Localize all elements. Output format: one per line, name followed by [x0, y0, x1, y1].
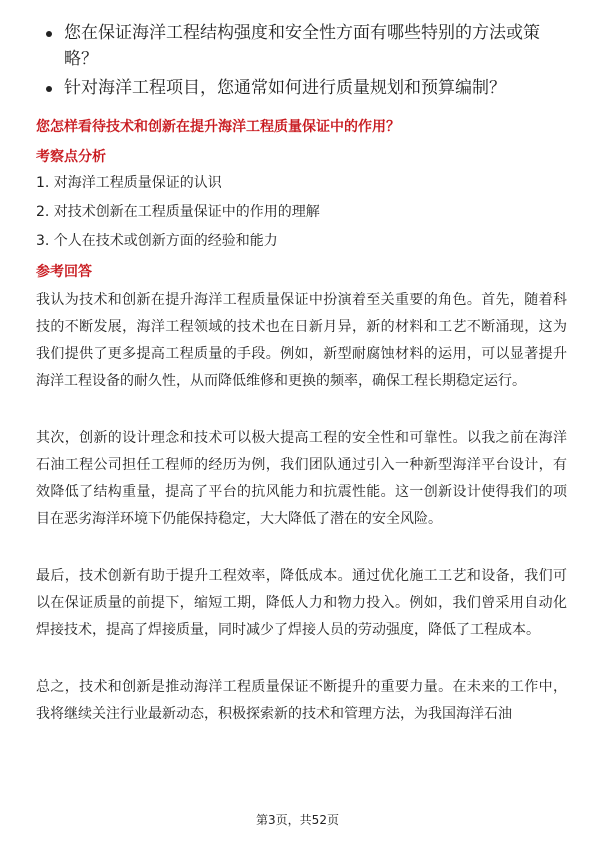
bullet-icon — [46, 31, 52, 37]
question-title: 您怎样看待技术和创新在提升海洋工程质量保证中的作用？ — [36, 119, 400, 135]
answer-body — [36, 287, 567, 758]
bullet-icon — [46, 86, 52, 92]
analysis-item: 2. 对技术创新在工程质量保证中的作用的理解 — [36, 204, 320, 220]
analysis-item: 3. 个人在技术或创新方面的经验和能力 — [36, 233, 278, 249]
answer-heading: 参考回答 — [36, 264, 92, 280]
list-item-text: 针对海洋工程项目，您通常如何进行质量规划和预算编制？ — [64, 78, 506, 98]
analysis-heading: 考察点分析 — [36, 149, 106, 165]
answer-paragraph: 其次，创新的设计理念和技术可以极大提高工程的安全性和可靠性。以我之前在海洋石油工程公司担任工程师的经历为例，我们团队通过引入一种新型海洋平台设计，有效降低了结构重量，提高了平台的抗风能力和抗震性能。这一创新设计使得我们的项目在恶劣海洋环境下仍能保持稳定，大大降低了潜在的安全风险。 — [36, 430, 567, 527]
answer-paragraph: 我认为技术和创新在提升海洋工程质量保证中扮演着至关重要的角色。首先，随着科技的不断发展，海洋工程领域的技术也在日新月异，新的材料和工艺不断涌现，这为我们提供了更多提高工程质量的手段。例如，新型耐腐蚀材料的运用，可以显著提升海洋工程设备的耐久性，从而降低维修和更换的频率，确保工程长期稳定运行。 — [36, 292, 567, 389]
answer-paragraph: 最后，技术创新有助于提升工程效率，降低成本。通过优化施工工艺和设备，我们可以在保证质量的前提下，缩短工期，降低人力和物力投入。例如，我们曾采用自动化焊接技术，提高了焊接质量，同时减少了焊接人员的劳动强度，降低了工程成本。 — [36, 568, 567, 638]
list-item-text: 您在保证海洋工程结构强度和安全性方面有哪些特别的方法或策略？ — [64, 23, 540, 69]
list-item — [46, 75, 566, 101]
page-number: 第3页，共52页 — [256, 813, 339, 827]
answer-paragraph: 总之，技术和创新是推动海洋工程质量保证不断提升的重要力量。在未来的工作中，我将继续关注行业最新动态，积极探索新的技术和管理方法，为我国海洋石油 — [36, 679, 567, 722]
list-item — [46, 20, 566, 72]
related-questions-list — [46, 20, 566, 104]
analysis-item: 1. 对海洋工程质量保证的认识 — [36, 175, 222, 191]
